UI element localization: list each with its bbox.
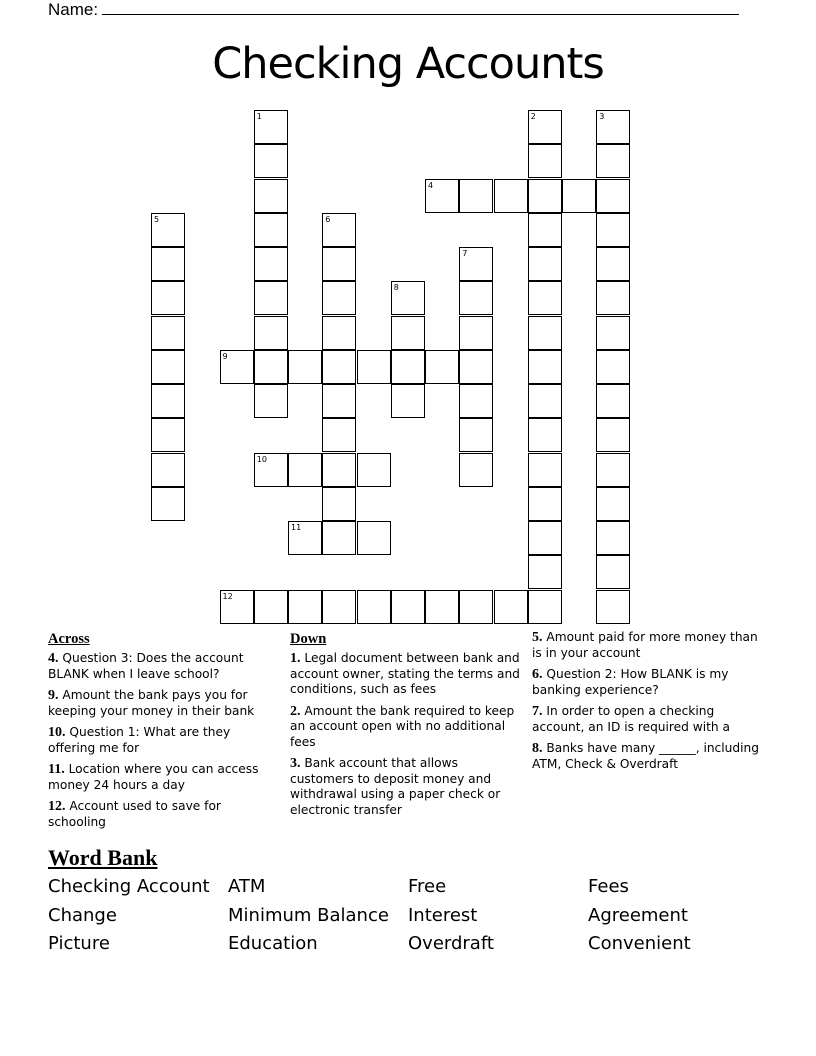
crossword-cell[interactable] <box>528 281 562 315</box>
page-title: Checking Accounts <box>212 39 604 89</box>
clue-across-11: 11. Location where you can access money 24 hours a day <box>48 762 259 792</box>
word-bank-title: Word Bank <box>48 845 158 870</box>
crossword-cell[interactable] <box>528 453 562 487</box>
crossword-cell[interactable] <box>220 350 254 384</box>
crossword-cell[interactable] <box>254 144 288 178</box>
crossword-cell[interactable] <box>254 316 288 350</box>
clue-down-8: 8. Banks have many ______, including ATM, Check & Overdraft <box>532 741 759 771</box>
clue-down-7: 7. In order to open a checking account, an ID is required with a <box>532 704 730 734</box>
crossword-cell[interactable] <box>596 281 630 315</box>
crossword-cell[interactable] <box>391 281 425 315</box>
clue-across-9: 9. Amount the bank pays you for keeping your money in their bank <box>48 688 255 718</box>
crossword-cell[interactable] <box>151 418 185 452</box>
crossword-cell[interactable] <box>322 418 356 452</box>
crossword-cell[interactable] <box>391 384 425 418</box>
crossword-cell[interactable] <box>528 418 562 452</box>
crossword-cell[interactable] <box>528 350 562 384</box>
crossword-cell[interactable] <box>596 384 630 418</box>
crossword-cell[interactable] <box>322 213 356 247</box>
crossword-cell[interactable] <box>322 350 356 384</box>
down-heading: Down <box>290 631 327 647</box>
clue-down-5: 5. Amount paid for more money than is in your account <box>532 630 758 660</box>
crossword-cell[interactable] <box>322 521 356 555</box>
crossword-cell[interactable] <box>151 487 185 521</box>
crossword-cell[interactable] <box>425 179 459 213</box>
crossword-cell[interactable] <box>322 384 356 418</box>
crossword-cell[interactable] <box>322 590 356 624</box>
crossword-cell[interactable] <box>357 590 391 624</box>
crossword-cell[interactable] <box>528 590 562 624</box>
name-line <box>48 0 739 20</box>
crossword-cell[interactable] <box>288 350 322 384</box>
crossword-cell[interactable] <box>322 487 356 521</box>
name-label: Name: <box>48 0 99 19</box>
clue-number: 12 <box>222 591 233 601</box>
down-clues-continued <box>532 630 762 778</box>
crossword-cell[interactable] <box>528 179 562 213</box>
clue-number: 3 <box>599 112 605 121</box>
crossword-cell[interactable] <box>528 110 562 144</box>
clue-across-12: 12. Account used to save for schooling <box>48 799 221 829</box>
crossword-cell[interactable] <box>322 453 356 487</box>
crossword-cell[interactable] <box>528 144 562 178</box>
crossword-cell[interactable] <box>391 316 425 350</box>
clue-number: 1 <box>256 112 262 121</box>
crossword-cell[interactable] <box>494 590 528 624</box>
crossword-cell[interactable] <box>459 247 493 281</box>
crossword-cell[interactable] <box>254 453 288 487</box>
crossword-cell[interactable] <box>528 213 562 247</box>
word-bank-item: Change <box>48 905 117 926</box>
crossword-cell[interactable] <box>151 247 185 281</box>
crossword-cell[interactable] <box>357 350 391 384</box>
clue-across-4: 4. Question 3: Does the account BLANK when I leave school? <box>48 651 244 681</box>
crossword-cell[interactable] <box>151 350 185 384</box>
crossword-cell[interactable] <box>528 384 562 418</box>
crossword-cell[interactable] <box>528 487 562 521</box>
crossword-cell[interactable] <box>596 316 630 350</box>
crossword-cell[interactable] <box>254 247 288 281</box>
crossword-cell[interactable] <box>151 281 185 315</box>
crossword-cell[interactable] <box>459 384 493 418</box>
crossword-cell[interactable] <box>596 521 630 555</box>
clue-down-3: 3. Bank account that allows customers to deposit money and withdrawal using a paper check or electronic transfer <box>290 756 501 817</box>
clue-number: 6 <box>325 214 331 224</box>
crossword-cell[interactable] <box>288 453 322 487</box>
crossword-cell[interactable] <box>596 418 630 452</box>
crossword-cell[interactable] <box>425 590 459 624</box>
crossword-cell[interactable] <box>151 384 185 418</box>
word-bank-item: Education <box>228 933 318 954</box>
clue-number: 10 <box>256 454 267 464</box>
clue-down-1: 1. Legal document between bank and account owner, stating the terms and conditions, such as fees <box>290 651 520 696</box>
crossword-cell[interactable] <box>391 350 425 384</box>
crossword-cell[interactable] <box>357 521 391 555</box>
word-bank-item: Minimum Balance <box>228 905 389 926</box>
across-clues <box>48 630 280 836</box>
clue-number: 2 <box>530 112 536 121</box>
crossword-cell[interactable] <box>596 350 630 384</box>
crossword-cell[interactable] <box>254 384 288 418</box>
crossword-cell[interactable] <box>459 418 493 452</box>
clue-number: 5 <box>154 214 160 224</box>
crossword-cell[interactable] <box>254 213 288 247</box>
crossword-cell[interactable] <box>254 350 288 384</box>
crossword-cell[interactable] <box>459 316 493 350</box>
crossword-cell[interactable] <box>220 590 254 624</box>
across-heading: Across <box>48 631 90 647</box>
word-bank-item: Fees <box>588 876 629 897</box>
crossword-cell[interactable] <box>151 453 185 487</box>
crossword-cell[interactable] <box>459 590 493 624</box>
crossword-cell[interactable] <box>254 281 288 315</box>
crossword-cell[interactable] <box>596 213 630 247</box>
crossword-cell[interactable] <box>596 487 630 521</box>
clue-down-2: 2. Amount the bank required to keep an account open with no additional fees <box>290 703 515 749</box>
crossword-cell[interactable] <box>425 350 459 384</box>
crossword-cell[interactable] <box>459 453 493 487</box>
word-bank-item: ATM <box>228 876 266 897</box>
crossword-cell[interactable] <box>322 316 356 350</box>
crossword-cell[interactable] <box>562 179 596 213</box>
crossword-cell[interactable] <box>459 179 493 213</box>
crossword-cell[interactable] <box>357 453 391 487</box>
crossword-cell[interactable] <box>596 590 630 624</box>
crossword-cell[interactable] <box>596 110 630 144</box>
word-bank-item: Interest <box>408 905 478 926</box>
crossword-cell[interactable] <box>596 179 630 213</box>
crossword-cell[interactable] <box>391 590 425 624</box>
crossword-cell[interactable] <box>596 144 630 178</box>
crossword-cell[interactable] <box>596 555 630 589</box>
crossword-cell[interactable] <box>596 247 630 281</box>
crossword-cell[interactable] <box>254 179 288 213</box>
down-clues <box>290 630 524 824</box>
word-bank-item: Agreement <box>588 905 688 926</box>
word-bank-item: Checking Account <box>48 876 210 897</box>
crossword-cell[interactable] <box>528 555 562 589</box>
clue-number: 11 <box>291 523 302 532</box>
clue-across-10: 10. Question 1: What are they offering me for <box>48 725 231 755</box>
crossword-cell[interactable] <box>596 453 630 487</box>
name-blank[interactable] <box>102 0 739 15</box>
crossword-cell[interactable] <box>254 110 288 144</box>
crossword-cell[interactable] <box>528 247 562 281</box>
clue-number: 4 <box>428 180 434 190</box>
word-bank-item: Picture <box>48 933 110 954</box>
crossword-cell[interactable] <box>288 521 322 555</box>
clue-number: 8 <box>393 283 399 293</box>
crossword-cell[interactable] <box>322 281 356 315</box>
word-bank-item: Convenient <box>588 933 691 954</box>
crossword-cell[interactable] <box>528 521 562 555</box>
crossword-cell[interactable] <box>459 350 493 384</box>
crossword-cell[interactable] <box>254 590 288 624</box>
crossword-cell[interactable] <box>494 179 528 213</box>
crossword-cell[interactable] <box>288 590 322 624</box>
crossword-cell[interactable] <box>528 316 562 350</box>
word-bank-item: Overdraft <box>408 933 494 954</box>
clue-down-6: 6. Question 2: How BLANK is my banking experience? <box>532 667 729 697</box>
clue-number: 9 <box>222 351 228 361</box>
word-bank-item: Free <box>408 876 447 897</box>
crossword-cell[interactable] <box>151 213 185 247</box>
crossword-cell[interactable] <box>459 281 493 315</box>
clue-number: 7 <box>462 249 468 258</box>
crossword-cell[interactable] <box>151 316 185 350</box>
crossword-cell[interactable] <box>322 247 356 281</box>
